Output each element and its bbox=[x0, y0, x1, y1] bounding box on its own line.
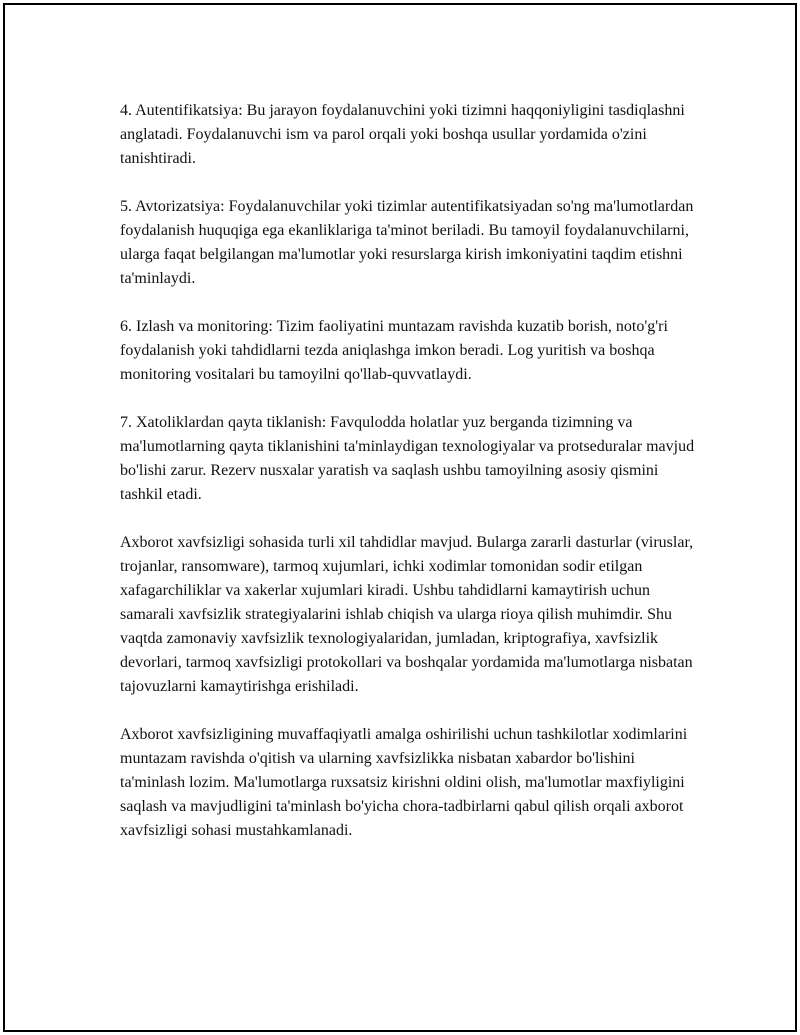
paragraph-monitoring: 6. Izlash va monitoring: Tizim faoliyatini muntazam ravishda kuzatib borish, noto'g'ri foydalanish yoki tahdidlarni tezda aniqlashga imkon beradi. Log yuritish va boshqa monitoring vositalari bu tamoyilni qo'llab-quvvatlaydi. bbox=[120, 318, 668, 383]
paragraph-recovery: 7. Xatoliklardan qayta tiklanish: Favqulodda holatlar yuz berganda tizimning va ma'lumotlarning qayta tiklanishini ta'minlaydigan texnologiyalar va protseduralar mavjud bo'lishi zarur. Rezerv nusxalar yaratish va saqlash ushbu tamoyilning asosiy qismini tashkil etadi. bbox=[120, 414, 695, 503]
paragraph-authorization: 5. Avtorizatsiya: Foydalanuvchilar yoki tizimlar autentifikatsiyadan so'ng ma'lumotlardan foydalanish huquqiga ega ekanliklariga ta'minot beriladi. Bu tamoyil foydalanuvchilarni, ularga faqat belgilangan ma'lumotlar yoki resurslarga kirish imkoniyatini taqdim etishni ta'minlaydi. bbox=[120, 198, 694, 287]
paragraph-conclusion: Axborot xavfsizligining muvaffaqiyatli amalga oshirilishi uchun tashkilotlar xodimlarini muntazam ravishda o'qitish va ularning xavfsizlikka nisbatan xabardor bo'lishini ta'minlash lozim. Ma'lumotlarga ruxsatsiz kirishni oldini olish, ma'lumotlar maxfiyligini saqlash va mavjudligini ta'minlash bo'yicha chora-tadbirlarni qabul qilish orqali axborot xavfsizligi sohasi mustahkamlanadi. bbox=[120, 726, 688, 839]
document-body bbox=[120, 99, 698, 867]
document-page bbox=[3, 3, 797, 1032]
paragraph-threats: Axborot xavfsizligi sohasida turli xil tahdidlar mavjud. Bularga zararli dasturlar (viruslar, trojanlar, ransomware), tarmoq xujumlari, ichki xodimlar tomonidan sodir etilgan xafagarchiliklar va xakerlar xujumlari kiradi. Ushbu tahdidlarni kamaytirish uchun samarali xavfsizlik strategiyalarini ishlab chiqish va ularga rioya qilish muhimdir. Shu vaqtda zamonaviy xavfsizlik texnologiyalaridan, jumladan, kriptografiya, xavfsizlik devorlari, tarmoq xavfsizligi protokollari va boshqalar yordamida ma'lumotlarga nisbatan tajovuzlarni kamaytirishga erishiladi. bbox=[120, 534, 694, 695]
paragraph-authentication: 4. Autentifikatsiya: Bu jarayon foydalanuvchini yoki tizimni haqqoniyligini tasdiqlashni anglatadi. Foydalanuvchi ism va parol orqali yoki boshqa usullar yordamida o'zini tanishtiradi. bbox=[120, 102, 685, 167]
